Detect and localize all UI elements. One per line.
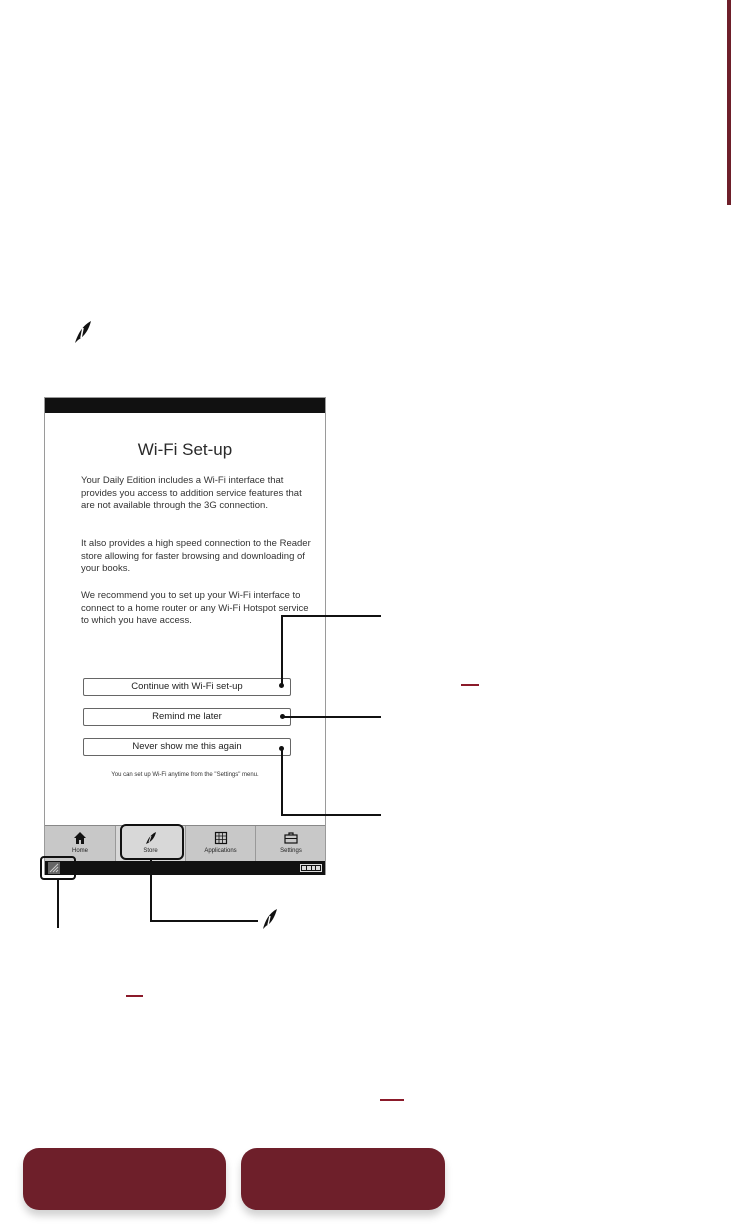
callout-line xyxy=(281,748,283,816)
dialog-paragraph-2: It also provides a high speed connection to the Reader store allowing for faster browsing and downloading of your books. xyxy=(81,538,311,574)
callout-line xyxy=(150,920,258,922)
callout-line xyxy=(281,615,381,617)
settings-note: You can set up Wi-Fi anytime from the "Settings" menu. xyxy=(111,772,259,778)
dialog-title: Wi-Fi Set-up xyxy=(137,440,233,459)
applications-icon xyxy=(214,831,228,845)
toolbox-icon xyxy=(284,831,298,845)
device-top-bar xyxy=(45,398,325,413)
status-bar xyxy=(45,861,325,875)
edge-marker xyxy=(727,0,731,205)
store-feather-icon xyxy=(262,908,278,930)
callout-dot xyxy=(280,714,285,719)
device-screen xyxy=(44,397,326,875)
page-reference-link[interactable] xyxy=(461,684,479,686)
callout-line xyxy=(150,858,152,922)
wifi-indicator-highlight xyxy=(40,856,76,880)
store-feather-icon xyxy=(74,320,92,344)
callout-line xyxy=(57,880,59,928)
battery-icon xyxy=(300,864,322,872)
tab-home-label: Home xyxy=(71,848,88,854)
dialog-paragraph-1: Your Daily Edition includes a Wi-Fi interface that provides you access to addition service features that are not available through the 3G connection. xyxy=(81,475,302,511)
store-tab-highlight xyxy=(120,824,184,860)
tab-settings-label: Settings xyxy=(280,848,302,854)
remind-me-later-button[interactable]: Remind me later xyxy=(83,708,291,726)
callout-line xyxy=(281,615,283,685)
page-reference-link[interactable] xyxy=(380,1099,404,1101)
tab-applications[interactable] xyxy=(185,826,255,862)
tab-applications-label: Applications xyxy=(204,848,237,854)
tab-settings[interactable] xyxy=(255,826,326,862)
previous-page-button[interactable] xyxy=(23,1148,226,1210)
next-page-button[interactable] xyxy=(241,1148,445,1210)
tab-bar xyxy=(45,825,325,862)
callout-dot xyxy=(279,683,284,688)
continue-wifi-setup-button[interactable]: Continue with Wi-Fi set-up xyxy=(83,678,291,696)
dialog-paragraph-3: We recommend you to set up your Wi-Fi interface to connect to a home router or any Wi-Fi Hotspot service to which you have access. xyxy=(81,590,309,626)
page-reference-link[interactable] xyxy=(126,995,143,997)
callout-line xyxy=(281,814,381,816)
tab-store-label: Store xyxy=(143,848,158,854)
home-icon xyxy=(73,831,87,845)
callout-line xyxy=(283,716,381,718)
callout-dot xyxy=(279,746,284,751)
never-show-again-button[interactable]: Never show me this again xyxy=(83,738,291,756)
